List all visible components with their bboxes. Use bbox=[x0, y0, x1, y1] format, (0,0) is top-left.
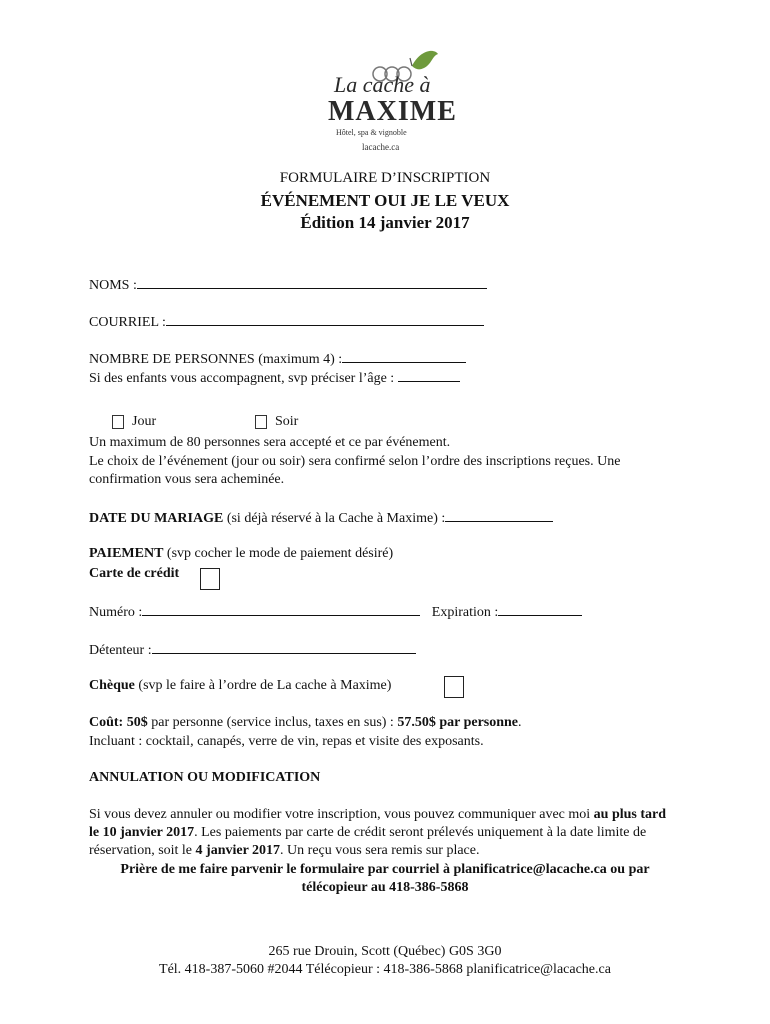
numero-field[interactable] bbox=[142, 603, 420, 616]
cheque-checkbox[interactable] bbox=[444, 676, 464, 698]
numero-row bbox=[89, 603, 582, 621]
edition-title: Édition 14 janvier 2017 bbox=[300, 213, 470, 232]
annulation-p3: . Un reçu vous sera remis sur place. bbox=[280, 843, 480, 858]
priere-line1: Prière de me faire parvenir le formulaire par courriel à planificatrice@lacache.ca ou par bbox=[120, 862, 650, 877]
mariage-field[interactable] bbox=[445, 509, 553, 522]
carte-row bbox=[89, 566, 179, 582]
noms-row bbox=[89, 276, 487, 294]
nombre-label: NOMBRE DE PERSONNES (maximum 4) : bbox=[89, 352, 343, 367]
choix-info: Le choix de l’événement (jour ou soir) sera confirmé selon l’ordre des inscriptions reçues. Une confirmation vous sera acheminée. bbox=[89, 454, 621, 487]
max-info: Un maximum de 80 personnes sera accepté et ce par événement. bbox=[89, 435, 451, 450]
logo-script-text: La cache à bbox=[334, 72, 431, 97]
nombre-field[interactable] bbox=[342, 350, 466, 363]
annulation-date: 4 janvier 2017 bbox=[195, 843, 281, 858]
courriel-label: COURRIEL : bbox=[89, 315, 166, 330]
cout-total: 57.50$ par personne bbox=[397, 715, 519, 730]
cout-end: . bbox=[518, 715, 522, 730]
soir-option[interactable] bbox=[255, 414, 298, 430]
annulation-p1: Si vous devez annuler ou modifier votre inscription, vous pouvez communiquer avec moi bbox=[89, 807, 594, 822]
cheque-label: Chèque bbox=[89, 678, 135, 693]
form-title: FORMULAIRE D’INSCRIPTION bbox=[279, 170, 491, 186]
soir-label: Soir bbox=[275, 414, 299, 429]
annulation-title: ANNULATION OU MODIFICATION bbox=[89, 770, 321, 785]
inclus-row: Incluant : cocktail, canapés, verre de vin, repas et visite des exposants. bbox=[89, 734, 484, 749]
annulation-deadline: au plus tard le 10 janvier 2017 bbox=[89, 807, 667, 840]
expiration-label: Expiration : bbox=[431, 605, 499, 620]
footer-address: 265 rue Drouin, Scott (Québec) G0S 3G0 bbox=[268, 944, 502, 959]
mariage-note: (si déjà réservé à la Cache à Maxime) : bbox=[223, 511, 446, 526]
jour-label: Jour bbox=[132, 414, 157, 429]
courriel-row bbox=[89, 313, 484, 331]
annulation-paragraph bbox=[89, 806, 679, 860]
logo-tagline: Hôtel, spa & vignoble bbox=[336, 128, 407, 137]
paiement-label: PAIEMENT bbox=[89, 546, 164, 561]
carte-checkbox[interactable] bbox=[200, 568, 220, 590]
paiement-note: (svp cocher le mode de paiement désiré) bbox=[163, 546, 394, 561]
priere-line2: télécopieur au 418-386-5868 bbox=[301, 880, 469, 895]
numero-label: Numéro : bbox=[89, 605, 143, 620]
enfants-label: Si des enfants vous accompagnent, svp préciser l’âge : bbox=[89, 371, 395, 386]
carte-label: Carte de crédit bbox=[89, 566, 180, 581]
mariage-row bbox=[89, 509, 553, 527]
footer-contact: Tél. 418-387-5060 #2044 Télécopieur : 418-386-5868 planificatrice@lacache.ca bbox=[159, 962, 611, 977]
logo-site: lacache.ca bbox=[362, 142, 400, 152]
paiement-row bbox=[89, 546, 393, 562]
cout-label: Coût: 50$ bbox=[89, 715, 148, 730]
annulation-p2: . Les paiements par carte de crédit seront prélevés uniquement à la date limite de réservation, soit le bbox=[89, 825, 647, 858]
soir-checkbox[interactable] bbox=[255, 415, 267, 429]
mariage-label: DATE DU MARIAGE bbox=[89, 511, 224, 526]
detenteur-row bbox=[89, 641, 416, 659]
noms-label: NOMS : bbox=[89, 278, 137, 293]
courriel-field[interactable] bbox=[166, 313, 484, 326]
cout-row bbox=[89, 715, 522, 731]
enfants-field[interactable] bbox=[398, 369, 460, 382]
cheque-row bbox=[89, 678, 391, 694]
detenteur-label: Détenteur : bbox=[89, 643, 152, 658]
detenteur-field[interactable] bbox=[152, 641, 416, 654]
cheque-note: (svp le faire à l’ordre de La cache à Maxime) bbox=[134, 678, 392, 693]
logo-name: MAXIME bbox=[328, 96, 457, 127]
cout-mid: par personne (service inclus, taxes en sus) : bbox=[147, 715, 398, 730]
enfants-row bbox=[89, 369, 460, 387]
nombre-row bbox=[89, 350, 466, 368]
noms-field[interactable] bbox=[137, 276, 487, 289]
jour-option[interactable] bbox=[112, 414, 156, 430]
expiration-field[interactable] bbox=[498, 603, 582, 616]
event-title: ÉVÉNEMENT OUI JE LE VEUX bbox=[260, 191, 510, 210]
logo bbox=[322, 44, 457, 154]
jour-checkbox[interactable] bbox=[112, 415, 124, 429]
